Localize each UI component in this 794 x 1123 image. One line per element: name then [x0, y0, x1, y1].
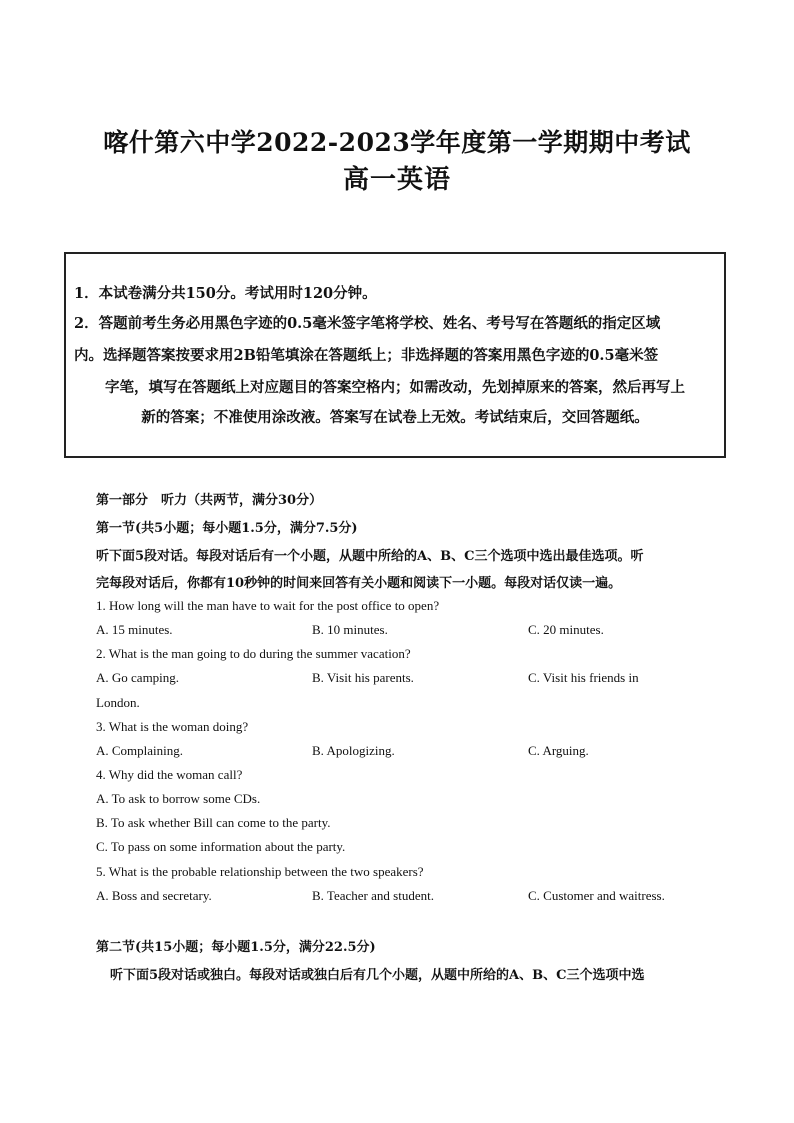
notice-line-1: 1．本试卷满分共150分。考试用时120分钟。: [74, 285, 377, 302]
question-3-option-c: C. Arguing.: [528, 743, 589, 758]
exam-title: 喀什第六中学2022-2023学年度第一学期期中考试: [103, 128, 691, 157]
notice-line-3: 内。选择题答案按要求用2B铅笔填涂在答题纸上；非选择题的答案用黑色字迹的0.5毫米签: [74, 347, 659, 364]
question-2-option-c-continued: London.: [96, 695, 140, 710]
question-1-stem: 1. How long will the man have to wait for the post office to open?: [96, 598, 440, 613]
part1-heading: 第一部分 听力（共两节，满分30分）: [96, 493, 323, 508]
question-2-option-c: C. Visit his friends in: [528, 670, 639, 685]
question-3-option-b: B. Apologizing.: [312, 743, 395, 758]
instructions-box: [64, 252, 726, 458]
question-4-option-a: A. To ask to borrow some CDs.: [96, 791, 261, 806]
question-2-option-b: B. Visit his parents.: [312, 670, 414, 685]
section2-instruction-line1: 听下面5段对话或独白。每段对话或独白后有几个小题，从题中所给的A、B、C三个选项中选: [110, 968, 645, 983]
section1-heading: 第一节(共5小题；每小题1.5分，满分7.5分): [96, 521, 358, 536]
question-5-option-b: B. Teacher and student.: [312, 888, 434, 903]
question-5-option-c: C. Customer and waitress.: [528, 888, 665, 903]
notice-line-2: 2．答题前考生务必用黑色字迹的0.5毫米签字笔将学校、姓名、考号写在答题纸的指定区域: [74, 315, 661, 332]
question-3-stem: 3. What is the woman doing?: [96, 719, 249, 734]
section2-heading: 第二节(共15小题；每小题1.5分，满分22.5分): [96, 940, 376, 955]
question-4-option-b: B. To ask whether Bill can come to the party.: [96, 815, 331, 830]
question-4-option-c: C. To pass on some information about the party.: [96, 839, 346, 854]
question-2-option-a: A. Go camping.: [96, 670, 180, 685]
section1-instruction-line1: 听下面5段对话。每段对话后有一个小题，从题中所给的A、B、C三个选项中选出最佳选项。听: [96, 549, 644, 564]
notice-line-4: 字笔，填写在答题纸上对应题目的答案空格内；如需改动，先划掉原来的答案，然后再写上: [105, 379, 685, 396]
question-3-option-a: A. Complaining.: [96, 743, 184, 758]
section1-instruction-line2: 完每段对话后，你都有10秒钟的时间来回答有关小题和阅读下一小题。每段对话仅读一遍。: [96, 576, 622, 591]
question-2-stem: 2. What is the man going to do during the summer vacation?: [96, 646, 411, 661]
question-1-option-a: A. 15 minutes.: [96, 622, 173, 637]
question-1-option-b: B. 10 minutes.: [312, 622, 388, 637]
question-1-option-c: C. 20 minutes.: [528, 622, 604, 637]
notice-line-5: 新的答案；不准使用涂改液。答案写在试卷上无效。考试结束后，交回答题纸。: [141, 409, 649, 426]
exam-subtitle: 高一英语: [342, 165, 451, 195]
question-5-stem: 5. What is the probable relationship between the two speakers?: [96, 864, 424, 879]
question-5-option-a: A. Boss and secretary.: [96, 888, 212, 903]
question-4-stem: 4. Why did the woman call?: [96, 767, 243, 782]
